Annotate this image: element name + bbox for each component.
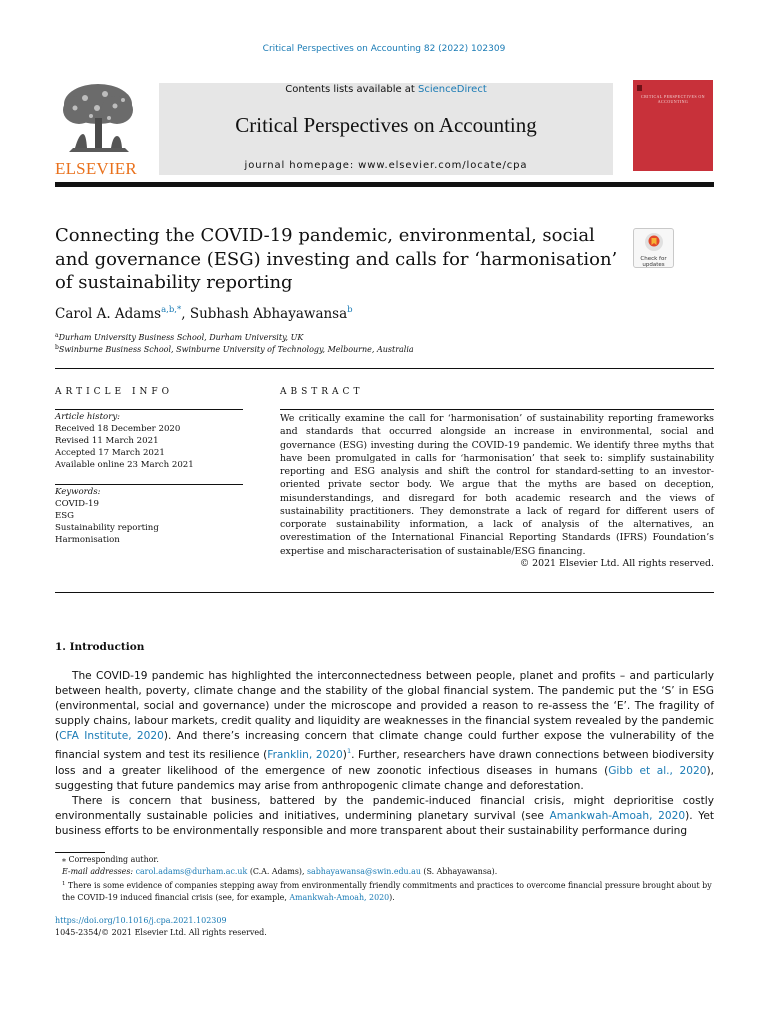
introduction-heading: 1. Introduction	[55, 641, 145, 653]
footnote-text: (C.A. Adams),	[247, 867, 307, 876]
affiliation-text: Durham University Business School, Durham University, UK	[58, 333, 304, 342]
section-rule	[55, 592, 714, 593]
footnote-mark: ⁎	[62, 855, 66, 864]
keywords-block	[55, 487, 243, 547]
text-run: ), suggesting that future pandemics may arise from anthropogenic climate change and deforestation.	[55, 764, 714, 792]
email-link[interactable]: carol.adams@durham.ac.uk	[135, 867, 248, 876]
affiliation	[55, 332, 303, 342]
text-run: The COVID-19 pandemic has highlighted the interconnectedness between people, planet and profits – and particularly between health, poverty, climate change and the stability of the global financial system. The pandemic put the ‘S’ in ESG (environmental, social and governance) under the microscope and provided a reason to re-assess the ‘E’. The fragility of supply chains, labour markets, credit quality and liquidity are weaknesses in the financial system revealed by the pandemic (	[55, 670, 714, 743]
paragraph	[55, 794, 714, 839]
check-updates-line2: updates	[642, 262, 665, 268]
article-info-heading: ARTICLE INFO	[55, 387, 174, 397]
footnote-rule	[55, 852, 105, 853]
keyword-item: COVID-19	[55, 498, 99, 509]
check-updates-icon	[644, 232, 664, 252]
affiliation-mark: a	[55, 332, 59, 339]
doi-link[interactable]: https://doi.org/10.1016/j.cpa.2021.102309	[55, 916, 227, 925]
text-run: There is concern that business, battered by the pandemic-induced financial crisis, might deprioritise costly environmentally sustainable policies and initiatives, undermining planetary survival (see	[55, 794, 714, 822]
email-link[interactable]: sabhayawansa@swin.edu.au	[306, 867, 421, 876]
history-received: Received 18 December 2020	[55, 423, 181, 434]
abstract-copyright: © 2021 Elsevier Ltd. All rights reserved.	[519, 558, 714, 569]
affiliation-text: Swinburne Business School, Swinburne University of Technology, Melbourne, Australia	[58, 345, 414, 354]
section-rule	[55, 368, 714, 369]
elsevier-logo[interactable]	[55, 80, 141, 176]
affiliation	[55, 344, 414, 354]
journal-homepage[interactable]: journal homepage: www.elsevier.com/locate/cpa	[244, 160, 528, 171]
journal-masthead	[55, 80, 713, 180]
author-affiliation-marks[interactable]: a,b,*	[161, 305, 182, 315]
article-info-rule	[55, 409, 243, 410]
footnotes	[55, 854, 714, 904]
footnote-text: Corresponding author.	[68, 855, 159, 864]
article-history	[55, 412, 243, 472]
introduction-body	[55, 669, 714, 839]
footnote-text: ).	[389, 893, 395, 902]
reference-link[interactable]: Franklin, 2020	[267, 749, 343, 762]
masthead-title-panel	[159, 83, 613, 175]
text-run: ). And there’s increasing concern that climate change could further expose the vulnerability of the financial system and test its resilience (	[55, 730, 714, 762]
footnote-text: There is some evidence of companies stepping away from environmentally friendly commitments and practices to overcome financial pressure brought about by the COVID-19 induced financial crisis (see, for example,	[62, 881, 712, 902]
issn-line: 1045-2354/© 2021 Elsevier Ltd. All rights reserved.	[55, 928, 267, 937]
affiliation-mark: b	[55, 344, 59, 351]
author-list	[55, 305, 353, 322]
reference-link[interactable]: Amankwah-Amoah, 2020	[549, 809, 686, 822]
journal-citation-link[interactable]: Critical Perspectives on Accounting 82 (2022) 102309	[262, 44, 506, 54]
contents-line	[159, 84, 613, 95]
abstract-heading: ABSTRACT	[280, 387, 364, 397]
journal-title: Critical Perspectives on Accounting	[235, 113, 537, 137]
keyword-item: ESG	[55, 510, 75, 521]
keyword-item: Sustainability reporting	[55, 522, 159, 533]
history-accepted: Accepted 17 March 2021	[55, 447, 165, 458]
history-online: Available online 23 March 2021	[55, 459, 194, 470]
footnote-text: (S. Abhayawansa).	[420, 867, 498, 876]
reference-link[interactable]: Amankwah-Amoah, 2020	[289, 893, 390, 902]
footnote-1	[55, 878, 714, 904]
elsevier-tree-icon	[55, 80, 141, 156]
history-revised: Revised 11 March 2021	[55, 435, 159, 446]
cover-mark-icon	[637, 85, 642, 91]
reference-link[interactable]: CFA Institute, 2020	[59, 730, 164, 743]
contents-prefix: Contents lists available at	[285, 84, 419, 95]
cover-title: CRITICAL PERSPECTIVES ON ACCOUNTING	[641, 94, 705, 104]
footnote-emails	[55, 866, 714, 878]
keyword-item: Harmonisation	[55, 534, 120, 545]
footnote-mark: 1	[62, 881, 66, 887]
journal-cover-thumbnail[interactable]	[633, 80, 713, 171]
keywords-label: Keywords:	[55, 487, 101, 497]
author-name[interactable]: , Subhash Abhayawansa	[181, 306, 348, 322]
footnote-corresponding	[55, 854, 714, 866]
text-run: . Further, researchers have drawn connections between biodiversity loss and a greater likelihood of the emergence of new zoonotic infectious diseases in humans (	[55, 749, 714, 777]
keywords-rule	[55, 484, 243, 485]
publisher-wordmark: ELSEVIER	[55, 159, 137, 178]
sciencedirect-link[interactable]: ScienceDirect	[418, 84, 487, 95]
reference-link[interactable]: Gibb et al., 2020	[608, 764, 707, 777]
author-affiliation-marks[interactable]: b	[347, 305, 353, 315]
check-updates-line1: Check for	[640, 256, 667, 262]
check-for-updates-button[interactable]	[633, 228, 674, 268]
paragraph: The COVID-19 pandemic has highlighted the interconnectedness between people, planet and profits – and particularly between health, poverty, climate change and the stability of the global financial system. The pandemic put the ‘S’ in ESG (environmental, social and governance) under the microscope and provided a reason to re-assess the ‘E’. The fragility of supply chains, labour markets, credit quality and liquidity are weaknesses in the financial system revealed by the pandemic (CFA Institute, 2020). And there’s increasing concern that climate change could further expose the vulnerability of the financial system and test its resilience (Franklin, 2020)$^1$. Further, researchers have drawn connections between biodiversity loss and a greater likelihood of the emergence of new zoonotic infectious diseases in humans (Gibb et al., 2020), suggesting that future pandemics may arise from anthropogenic climate change and deforestation.	[55, 670, 714, 792]
header-rule	[55, 182, 714, 187]
email-label: E-mail addresses:	[62, 867, 134, 876]
text-run: ). Yet business efforts to be environmentally responsible and more transparent about their sustainability performance during	[55, 809, 715, 837]
abstract-text: We critically examine the call for ‘harmonisation’ of sustainability reporting frameworks and standards that occurred alongside an increase in environmental, social and governance (ESG) investing during the COVID-19 pandemic. We identify three myths that have been promulgated in calls for ‘harmonisation’ that seek to: simplify sustainability reporting and ESG analysis and shift the control for standard-setting to an investor-oriented private sector body. We argue that the myths are based on deception, misunderstandings, and disregard for both academic research and the views of sustainability practitioners. They demonstrate a lack of regard for different users of corporate sustainability information, a lack of analysis of the alternatives, an overestimation of the International Financial Reporting Standards (IFRS) Foundation’s expertise and mischaracterisation of sustainable/ESG financing.	[280, 413, 714, 557]
article-title: Connecting the COVID-19 pandemic, environmental, social and governance (ESG) investing and calls for ‘harmonisation’ of sustainability reporting	[55, 225, 618, 293]
abstract-rule	[280, 409, 714, 410]
footnote-marker[interactable]: 1	[346, 747, 352, 756]
history-label: Article history:	[55, 412, 121, 422]
author-name[interactable]: Carol A. Adams	[55, 306, 162, 322]
